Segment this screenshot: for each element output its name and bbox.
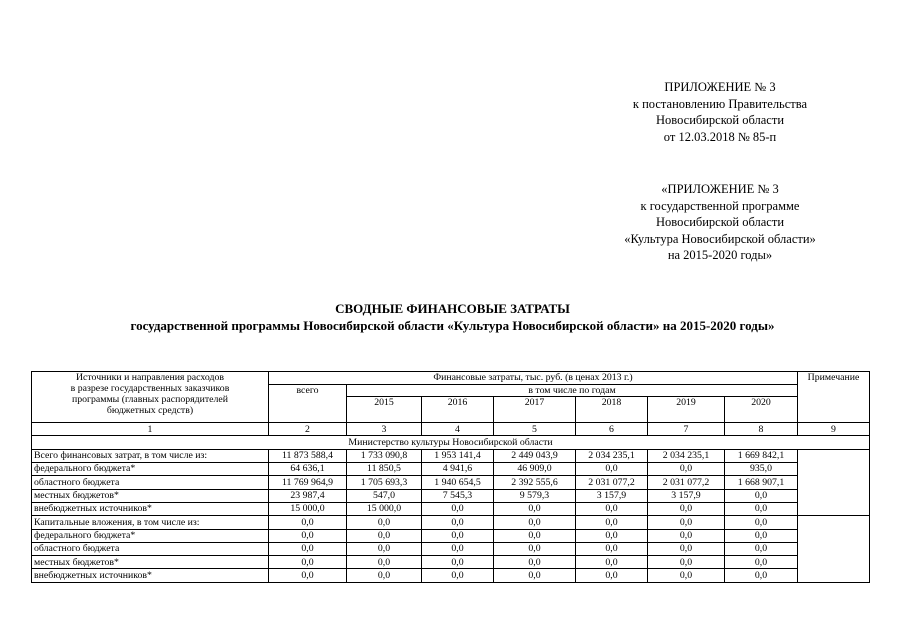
value-cell: 0,0 [494, 516, 576, 529]
value-cell: 0,0 [422, 516, 494, 529]
value-cell: 0,0 [422, 502, 494, 515]
column-number: 2 [269, 423, 347, 436]
row-label: внебюджетных источников* [32, 502, 269, 515]
row-label: федерального бюджета* [32, 463, 269, 476]
title-line-1: СВОДНЫЕ ФИНАНСОВЫЕ ЗАТРАТЫ [335, 301, 570, 316]
table-row [32, 542, 870, 555]
value-cell: 1 940 654,5 [422, 476, 494, 489]
value-cell: 0,0 [422, 556, 494, 569]
value-cell: 0,0 [494, 529, 576, 542]
document-title [0, 300, 905, 334]
note-cell [798, 516, 870, 582]
value-cell: 0,0 [576, 542, 648, 555]
source-header-line: программы (главных распорядителей [71, 394, 229, 405]
table-row [32, 463, 870, 476]
table-row [32, 516, 870, 529]
column-number: 4 [422, 423, 494, 436]
value-cell: 0,0 [725, 529, 798, 542]
value-cell: 0,0 [422, 569, 494, 582]
value-cell: 0,0 [576, 529, 648, 542]
value-cell: 0,0 [269, 569, 347, 582]
value-cell: 0,0 [725, 489, 798, 502]
value-cell: 0,0 [494, 502, 576, 515]
column-number: 5 [494, 423, 576, 436]
table-row [32, 449, 870, 462]
value-cell: 0,0 [725, 556, 798, 569]
value-cell: 0,0 [347, 556, 422, 569]
program-appendix-header [590, 181, 850, 264]
value-cell: 0,0 [648, 516, 725, 529]
column-number: 1 [32, 423, 269, 436]
value-cell: 1 669 842,1 [725, 449, 798, 462]
value-cell: 0,0 [648, 463, 725, 476]
year-header: 2015 [347, 397, 422, 423]
financial-costs-table [31, 371, 870, 583]
value-cell: 2 031 077,2 [648, 476, 725, 489]
value-cell: 0,0 [576, 556, 648, 569]
appendix-line: от 12.03.2018 № 85-п [663, 129, 777, 144]
value-cell: 11 873 588,4 [269, 449, 347, 462]
value-cell: 0,0 [725, 569, 798, 582]
table-row [32, 569, 870, 582]
note-cell [798, 449, 870, 515]
year-header: 2016 [422, 397, 494, 423]
column-numbers-row [32, 423, 870, 436]
table-row [32, 556, 870, 569]
value-cell: 0,0 [347, 542, 422, 555]
program-appendix-line: «ПРИЛОЖЕНИЕ № 3 [661, 182, 779, 196]
value-cell: 46 909,0 [494, 463, 576, 476]
value-cell: 0,0 [648, 569, 725, 582]
table-row [32, 502, 870, 515]
row-label: федерального бюджета* [32, 529, 269, 542]
value-cell: 3 157,9 [576, 489, 648, 502]
value-cell: 0,0 [576, 569, 648, 582]
value-cell: 2 034 235,1 [648, 449, 725, 462]
value-cell: 0,0 [576, 516, 648, 529]
source-header-line: Источники и направления расходов [75, 372, 225, 383]
value-cell: 935,0 [725, 463, 798, 476]
value-cell: 15 000,0 [269, 502, 347, 515]
year-header: 2019 [648, 397, 725, 423]
value-cell: 0,0 [269, 516, 347, 529]
value-cell: 0,0 [494, 556, 576, 569]
appendix-line: к постановлению Правительства [632, 96, 808, 111]
value-cell: 0,0 [576, 502, 648, 515]
value-cell: 4 941,6 [422, 463, 494, 476]
value-cell: 0,0 [269, 556, 347, 569]
program-appendix-line: к государственной программе [640, 198, 800, 213]
resolution-appendix-header [590, 79, 850, 145]
value-cell: 0,0 [648, 556, 725, 569]
value-cell: 23 987,4 [269, 489, 347, 502]
value-cell: 547,0 [347, 489, 422, 502]
value-cell: 0,0 [269, 542, 347, 555]
value-cell: 64 636,1 [269, 463, 347, 476]
value-cell: 0,0 [648, 542, 725, 555]
value-cell: 2 031 077,2 [576, 476, 648, 489]
value-cell: 0,0 [269, 529, 347, 542]
year-header: 2017 [494, 397, 576, 423]
value-cell: 0,0 [347, 569, 422, 582]
value-cell: 1 705 693,3 [347, 476, 422, 489]
appendix-line: ПРИЛОЖЕНИЕ № 3 [664, 80, 776, 94]
value-cell: 0,0 [347, 516, 422, 529]
value-cell: 0,0 [494, 569, 576, 582]
table-row [32, 489, 870, 502]
value-cell: 11 769 964,9 [269, 476, 347, 489]
row-label: местных бюджетов* [32, 489, 269, 502]
year-header: 2018 [576, 397, 648, 423]
value-cell: 1 953 141,4 [422, 449, 494, 462]
section-header: Министерство культуры Новосибирской области [32, 436, 870, 449]
by-years-header: в том числе по годам [347, 384, 798, 397]
column-number: 6 [576, 423, 648, 436]
table-row [32, 529, 870, 542]
value-cell: 7 545,3 [422, 489, 494, 502]
value-cell: 1 733 090,8 [347, 449, 422, 462]
table-row [32, 476, 870, 489]
source-header-line: бюджетных средств) [106, 405, 194, 416]
value-cell: 3 157,9 [648, 489, 725, 502]
value-cell: 2 392 555,6 [494, 476, 576, 489]
value-cell: 2 034 235,1 [576, 449, 648, 462]
row-label: местных бюджетов* [32, 556, 269, 569]
value-cell: 0,0 [422, 542, 494, 555]
program-appendix-line: «Культура Новосибирской области» [624, 231, 816, 246]
row-label: областного бюджета [32, 542, 269, 555]
year-header: 2020 [725, 397, 798, 423]
column-number: 7 [648, 423, 725, 436]
note-header: Примечание [798, 372, 870, 423]
value-cell: 1 668 907,1 [725, 476, 798, 489]
value-cell: 0,0 [648, 502, 725, 515]
value-cell: 2 449 043,9 [494, 449, 576, 462]
value-cell: 0,0 [725, 502, 798, 515]
value-cell: 11 850,5 [347, 463, 422, 476]
value-cell: 0,0 [725, 542, 798, 555]
appendix-line: Новосибирской области [655, 113, 785, 127]
value-cell: 0,0 [347, 529, 422, 542]
row-label: областного бюджета [32, 476, 269, 489]
row-label: Всего финансовых затрат, в том числе из: [32, 449, 269, 462]
row-label: внебюджетных источников* [32, 569, 269, 582]
value-cell: 0,0 [576, 463, 648, 476]
source-header-line: в разрезе государственных заказчиков [70, 383, 230, 394]
column-number: 3 [347, 423, 422, 436]
program-appendix-line: на 2015-2020 годы» [667, 248, 773, 262]
value-cell: 0,0 [422, 529, 494, 542]
column-number: 9 [798, 423, 870, 436]
program-appendix-line: Новосибирской области [655, 215, 785, 229]
costs-header: Финансовые затраты, тыс. руб. (в ценах 2013 г.) [269, 372, 798, 385]
total-header: всего [269, 384, 347, 423]
source-column-header [32, 372, 269, 423]
value-cell: 0,0 [648, 529, 725, 542]
row-label: Капитальные вложения, в том числе из: [32, 516, 269, 529]
value-cell: 0,0 [725, 516, 798, 529]
title-line-2: государственной программы Новосибирской области «Культура Новосибирской области» на 2015-2020 годы» [130, 318, 775, 333]
value-cell: 9 579,3 [494, 489, 576, 502]
column-number: 8 [725, 423, 798, 436]
value-cell: 15 000,0 [347, 502, 422, 515]
value-cell: 0,0 [494, 542, 576, 555]
